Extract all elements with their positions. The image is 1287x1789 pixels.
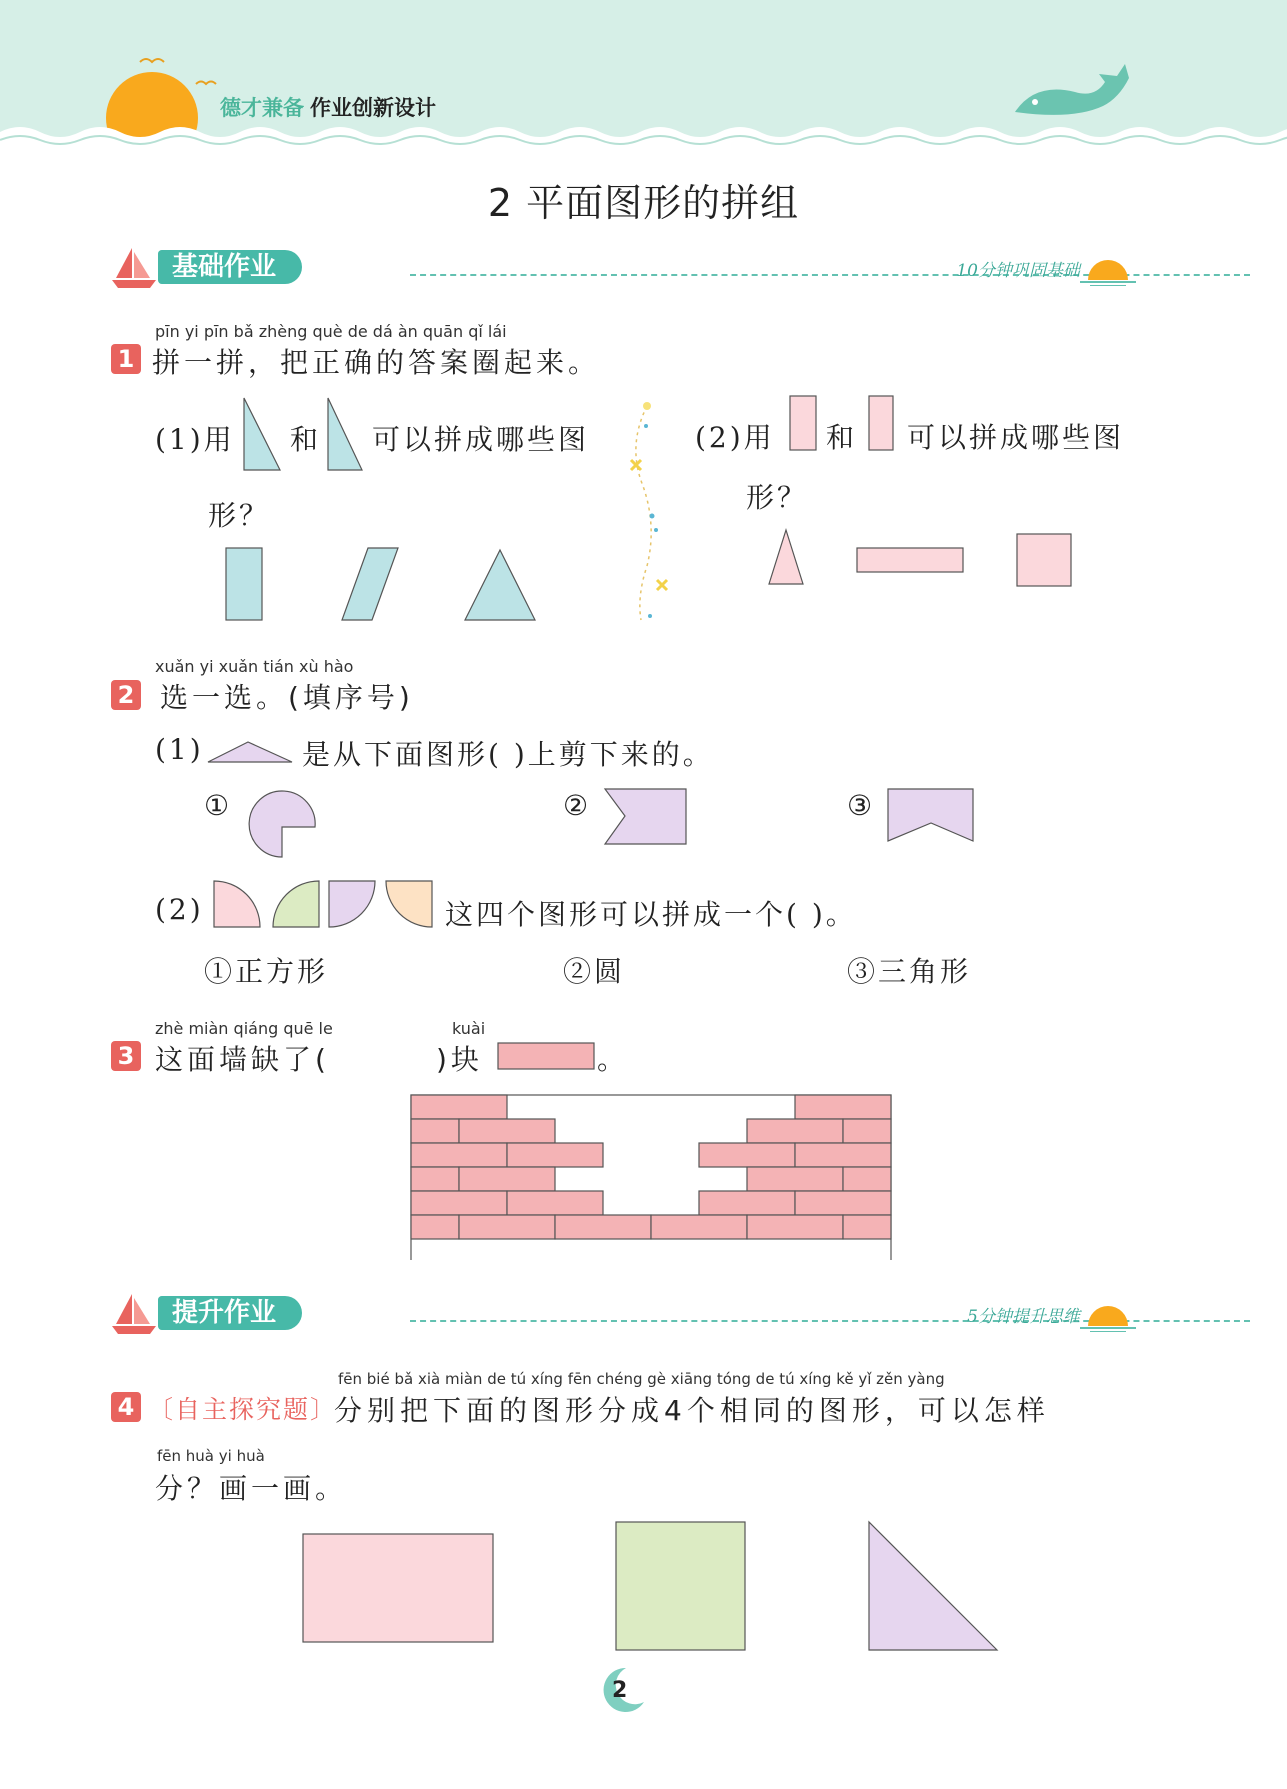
- q2-number: 2: [111, 680, 141, 710]
- q1-1-question-end: 形？: [208, 499, 271, 532]
- q1-1-and: 和: [290, 423, 322, 456]
- quarter-circle-pink: [214, 881, 260, 927]
- bird-icon: [196, 82, 216, 85]
- q4-tag: 〔自主探究题〕: [148, 1395, 338, 1424]
- q2-pinyin: xuǎn yi xuǎn tián xù hào: [155, 657, 354, 676]
- q3-number: 3: [111, 1041, 141, 1071]
- q3-prompt-a: 这面墙缺了(: [155, 1043, 330, 1076]
- q1-1-use: (1)用: [155, 423, 235, 456]
- section-label: 基础作业: [158, 250, 302, 284]
- section-note: 5分钟提升思维: [967, 1307, 1080, 1327]
- sunset-icon: [1080, 1296, 1136, 1332]
- q1-2-use: (2)用: [695, 421, 775, 454]
- q1-prompt: 拼一拼，把正确的答案圈起来。: [152, 346, 601, 379]
- q4-pinyin-b: fēn huà yi huà: [157, 1447, 265, 1465]
- q2-option-1-label: ①: [204, 789, 233, 822]
- brand-series: 德才兼备: [220, 96, 304, 120]
- q2-prompt: 选一选。(填序号): [160, 681, 414, 714]
- q2-answer-1: ①正方形: [204, 955, 329, 988]
- q2-figures: [0, 730, 1287, 930]
- option-rectangle: [226, 548, 262, 620]
- right-triangle-piece: [328, 398, 362, 470]
- q1-number: 1: [111, 344, 141, 374]
- q3-prompt-b: )块: [436, 1043, 483, 1076]
- q3-pinyin-b: kuài: [452, 1019, 486, 1038]
- right-triangle-piece: [244, 398, 280, 470]
- section-banner-advanced: [110, 1290, 1150, 1338]
- green-square: [616, 1522, 745, 1650]
- page-number: 2: [612, 1678, 628, 1703]
- q2-answer-3: ③三角形: [847, 955, 972, 988]
- q4-prompt-b: 分？画一画。: [155, 1472, 348, 1505]
- dotted-divider: [631, 402, 667, 620]
- option-3-notched-rect: [888, 789, 973, 841]
- q4-prompt-a: 分别把下面的图形分成4个相同的图形，可以怎样: [334, 1394, 1050, 1427]
- bird-icon: [140, 59, 164, 62]
- pink-rectangle: [303, 1534, 493, 1642]
- small-purple-triangle: [208, 742, 292, 762]
- single-brick: [498, 1043, 594, 1069]
- brand-subtitle: 作业创新设计: [310, 96, 436, 120]
- option-parallelogram: [342, 548, 398, 620]
- whale-icon: [1015, 64, 1129, 115]
- brick-wall: [411, 1095, 891, 1260]
- q2-answer-2: ②圆: [563, 955, 626, 988]
- q3-pinyin-a: zhè miàn qiáng quē le: [155, 1019, 333, 1038]
- q3-prompt-end: 。: [597, 1043, 630, 1076]
- sunset-icon: [1080, 250, 1136, 286]
- q1-figures: [0, 380, 1287, 630]
- section-note: 10分钟巩固基础: [956, 261, 1080, 281]
- rectangle-piece: [869, 396, 893, 450]
- quarter-circle-green: [273, 881, 319, 927]
- sailboat-icon: [110, 1290, 160, 1338]
- q1-2-and: 和: [826, 421, 858, 454]
- q3-figures: [0, 1030, 1287, 1260]
- option-long-rectangle: [857, 548, 963, 572]
- q4-pinyin-a: fēn bié bǎ xià miàn de tú xíng fēn chéng gè xiāng tóng de tú xíng kě yǐ zěn yàng: [338, 1370, 945, 1388]
- page-title: 2 平面图形的拼组: [487, 181, 800, 225]
- q2-option-3-label: ③: [847, 789, 876, 822]
- q1-pinyin: pīn yi pīn bǎ zhèng què de dá àn quān qǐ lái: [155, 322, 507, 341]
- q2-option-2-label: ②: [563, 789, 592, 822]
- quarter-circle-purple: [329, 881, 375, 927]
- q1-2-question-end: 形？: [746, 481, 809, 514]
- q2-1-index: (1): [155, 733, 204, 766]
- option-square: [1017, 534, 1071, 586]
- option-1-cut-circle: [249, 791, 315, 857]
- q2-2-question: 这四个图形可以拼成一个( )。: [445, 898, 857, 931]
- quarter-circle-peach: [386, 881, 432, 927]
- q2-2-index: (2): [155, 893, 204, 926]
- q1-1-question: 可以拼成哪些图: [372, 423, 590, 456]
- q4-number: 4: [111, 1392, 141, 1422]
- option-triangle: [465, 550, 535, 620]
- q1-2-question: 可以拼成哪些图: [907, 421, 1125, 454]
- purple-right-triangle: [869, 1522, 997, 1650]
- section-banner-basic: [110, 244, 1150, 292]
- sailboat-icon: [110, 244, 160, 292]
- rectangle-piece: [790, 396, 816, 450]
- q2-1-question: 是从下面图形( )上剪下来的。: [302, 738, 714, 771]
- option-2-notched-rect: [605, 789, 686, 844]
- section-label: 提升作业: [158, 1296, 302, 1330]
- option-triangle: [769, 530, 803, 584]
- header-decoration: [0, 0, 1287, 160]
- q4-figures: [0, 1510, 1287, 1660]
- brand: [220, 92, 436, 122]
